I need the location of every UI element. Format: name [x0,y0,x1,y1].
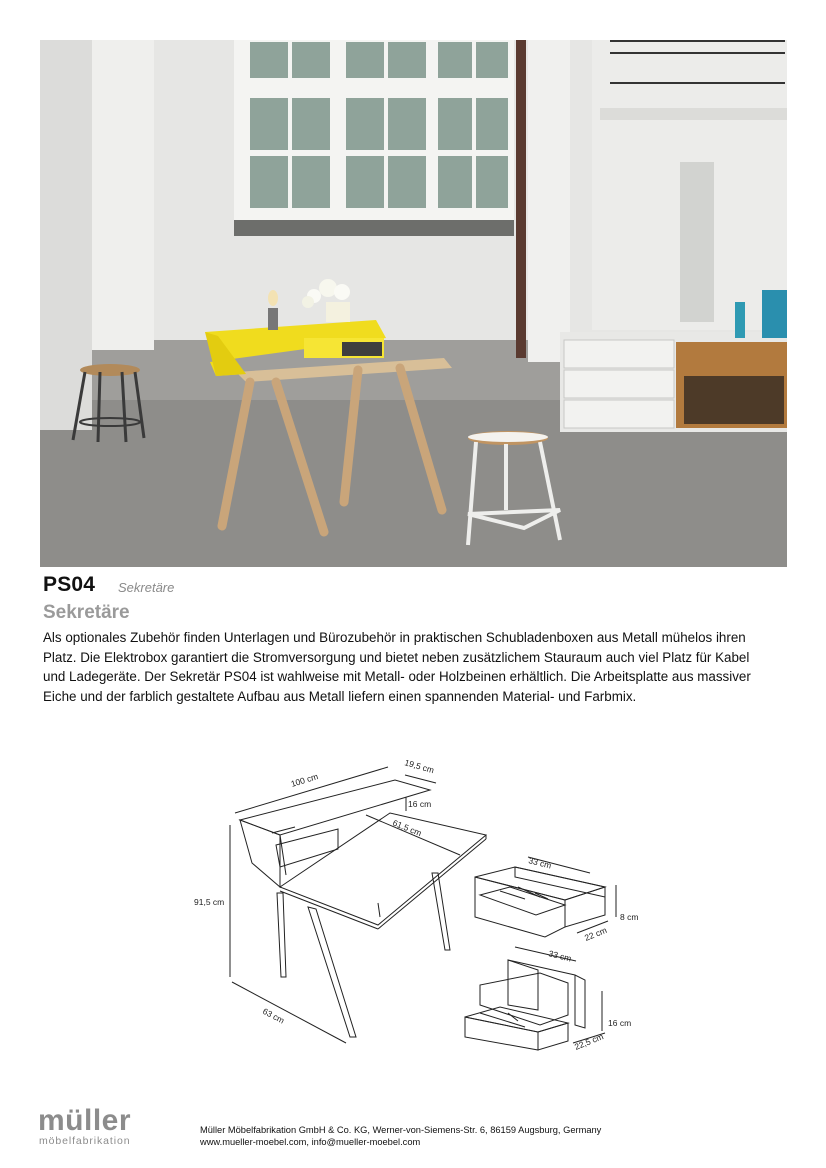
dim-height: 91,5 cm [194,897,225,907]
dim-box1-height: 8 cm [620,912,639,922]
dim-box2-depth: 22,5 cm [573,1031,605,1052]
dim-depth-top: 19,5 cm [403,757,436,776]
product-description: Als optionales Zubehör finden Unterlagen und Bürozubehör in praktischen Schubladenboxen aus Metall mühelos ihren Platz. Die Elektrobox garantiert die Stromversorgung und bietet neben zusätzlichem Stauraum auch viel Platz für Kabel und Ladegeräte. Der Sekretär PS04 ist wahlweise mit Metall- oder Holzbeinen erhältlich. Die Arbeitsplatte aus massiver Eiche und der farblich gestaltete Aufbau aus Metall liefern einen spannenden Material- und Farbmix. [43,630,751,704]
dim-box2-height: 16 cm [608,1018,632,1028]
footer-contact: www.mueller-moebel.com, info@mueller-moebel.com [200,1137,421,1147]
logo-wordmark: müller [38,1104,132,1137]
brand-logo [38,1106,148,1150]
dim-depth-work: 61,5 cm [391,817,424,839]
dim-box2-width: 33 cm [547,948,573,964]
dim-height-top: 16 cm [408,799,432,809]
dim-depth: 63 cm [261,1005,287,1026]
product-category: Sekretäre [118,580,175,595]
dim-width: 100 cm [289,771,320,789]
logo-subline: möbelfabrikation [39,1135,131,1147]
dimension-drawing [180,745,650,1060]
product-subtitle: Sekretäre [43,602,130,623]
dim-box1-width: 33 cm [527,855,553,871]
footer [200,1124,601,1148]
dim-box1-depth: 22 cm [583,924,609,943]
footer-address: Müller Möbelfabrikation GmbH & Co. KG, Werner-von-Siemens-Str. 6, 86159 Augsburg, Germany [200,1125,602,1135]
product-model: PS04 [43,573,96,596]
product-photo [40,40,787,567]
